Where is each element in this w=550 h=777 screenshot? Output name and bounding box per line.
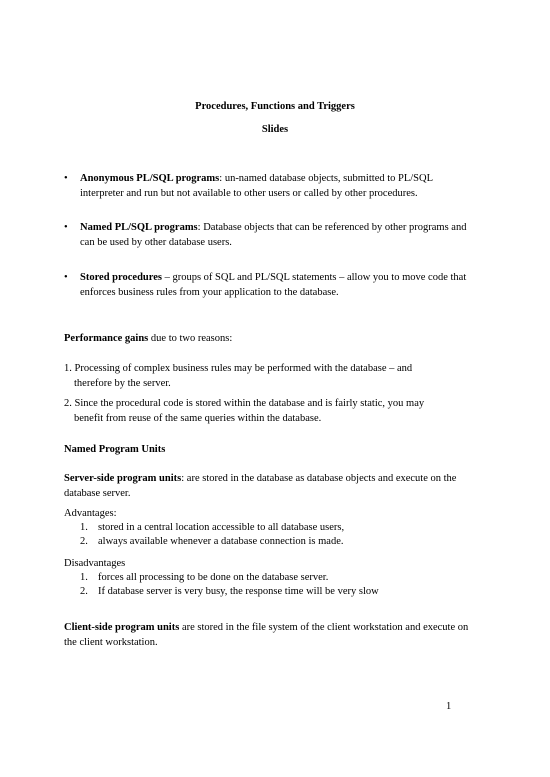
- bullet-icon: •: [64, 272, 68, 283]
- reason-item-1: 1. Processing of complex business rules may be performed with the database – and therefore by the server.: [64, 363, 413, 389]
- document-subtitle: Slides: [261, 124, 289, 135]
- bullet-term: Stored procedures: [80, 272, 162, 283]
- page-number: 1: [446, 701, 452, 712]
- server-side-paragraph: Server-side program units: are stored in the database as database objects and execute on the database server.: [64, 473, 457, 499]
- performance-term: Performance gains: [64, 333, 149, 344]
- client-side-term: Client-side program units: [64, 622, 180, 633]
- bullet-text: Named PL/SQL programs: Database objects that can be referenced by other programs and can be used by other database users.: [80, 222, 467, 248]
- bullet-text: Stored procedures – groups of SQL and PL/SQL statements – allow you to move code that enforces business rules from your application to the database.: [80, 272, 467, 298]
- section-heading: Named Program Units: [64, 444, 166, 455]
- reason-item-2: 2. Since the procedural code is stored within the database and is fairly static, you may benefit from reuse of the same queries within the database.: [64, 398, 425, 424]
- disadvantages-heading: Disadvantages: [64, 558, 126, 569]
- bullet-term: Anonymous PL/SQL programs: [80, 173, 220, 184]
- server-side-term: Server-side program units: [64, 473, 182, 484]
- advantages-heading: Advantages:: [64, 508, 117, 519]
- document-page: Procedures, Functions and Triggers Slides • Anonymous PL/SQL programs: un-named database objects, submitted to PL/SQL interpreter and run but not available to other users or called by other procedures. • Named PL/SQL programs: Database objects that can be referenced by other programs and can be used by other database users. • Stored procedures – groups of SQL and PL/SQL statements – allow you to move code that enforces business rules from your application to the database. Performance gains due to two reasons: 1. Processing of complex business rules may be performed with the database – and therefore by the server. 2. Since the procedural code is stored within the database and is fairly static, you may benefit from reuse of the same queries within the database. Named Program Units Server-side program units: are stored in the database as database objects and execute on the database server. Advantages: 1. stored in a central location accessible to all database users, 2. always available whenever a database connection is made. Disadvantages 1. forces all processing to be done on the database server. 2. If database server is very busy, the response time will be very slow Client-side program units are stored in the file system of the client workstation and execute on the client workstation. 1: [0, 0, 550, 777]
- bullet-icon: •: [64, 222, 68, 233]
- bullet-icon: •: [64, 173, 68, 184]
- document-title: Procedures, Functions and Triggers: [195, 101, 355, 112]
- client-side-paragraph: Client-side program units are stored in the file system of the client workstation and execute on the client workstation.: [64, 622, 469, 648]
- bullet-text: Anonymous PL/SQL programs: un-named database objects, submitted to PL/SQL interpreter and run but not available to other users or called by other procedures.: [80, 173, 434, 199]
- bullet-term: Named PL/SQL programs: [80, 222, 198, 233]
- performance-paragraph: Performance gains due to two reasons:: [64, 333, 233, 344]
